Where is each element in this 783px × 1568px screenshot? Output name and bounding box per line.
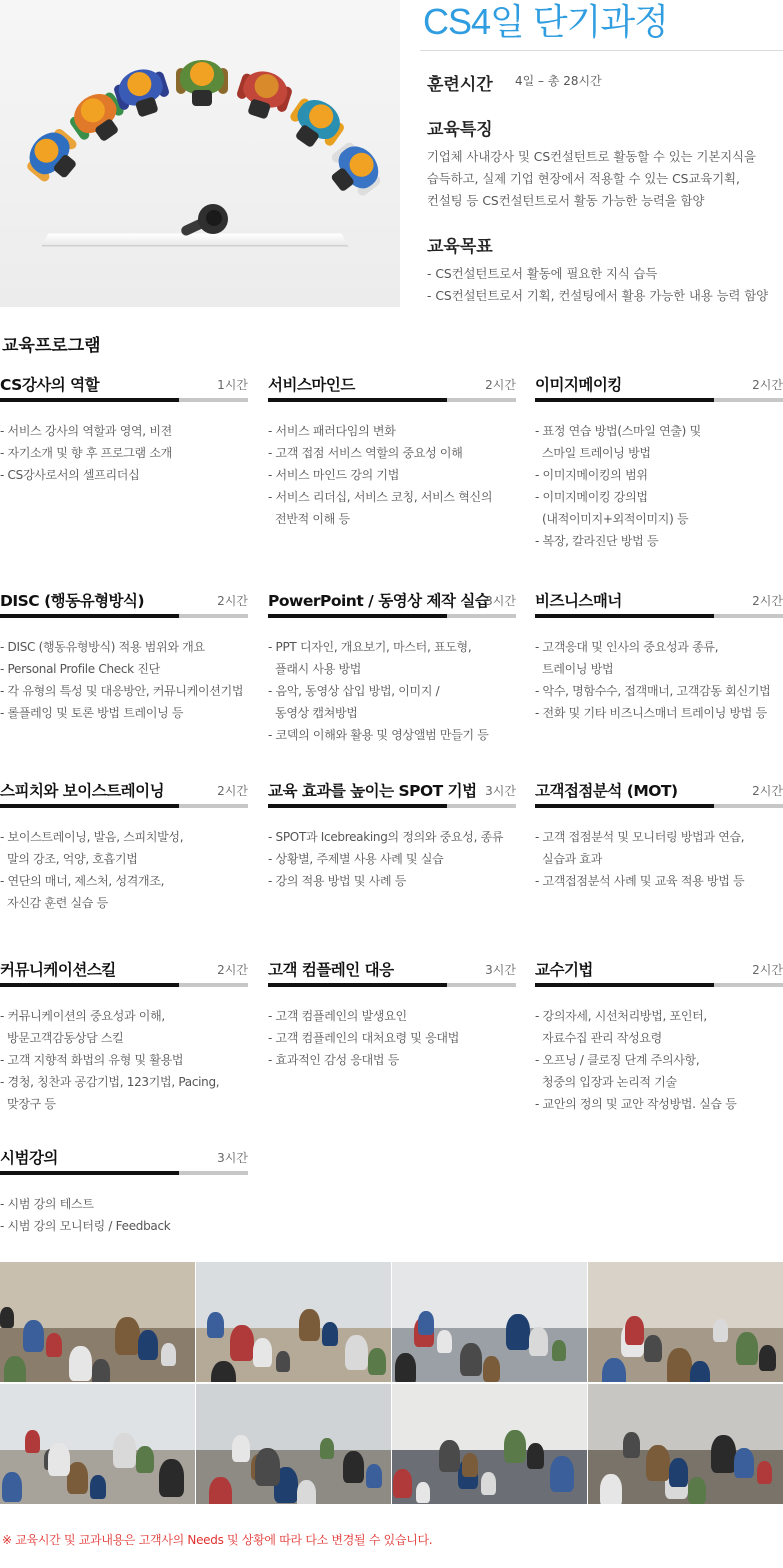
module-topic: 실습과 효과	[535, 852, 603, 866]
module-topic: - 상황별, 주제별 사용 사례 및 실습	[268, 852, 444, 866]
module-topic: - 강의 적용 방법 및 사례 등	[268, 874, 407, 888]
module-name: PowerPoint / 동영상 제작 실습	[268, 592, 490, 610]
class-photo	[588, 1384, 783, 1504]
module-topic: - 각 유형의 특성 및 대응방안, 커뮤니케이션기법	[0, 684, 244, 698]
module-divider	[268, 983, 516, 987]
module-topic: - SPOT과 Icebreaking의 정의와 중요성, 종류	[268, 830, 504, 844]
module-topic: - 고객 컴플레인의 대처요령 및 응대법	[268, 1031, 459, 1045]
module-name: 서비스마인드	[268, 376, 355, 394]
module-topic: 스마일 트레이닝 방법	[535, 446, 651, 460]
module-divider-accent	[0, 614, 179, 618]
module-name: CS강사의 역할	[0, 376, 100, 394]
module-name: 이미지메이킹	[535, 376, 622, 394]
module-header	[0, 1146, 248, 1170]
module-topic: - 전화 및 기타 비즈니스매너 트레이닝 방법 등	[535, 706, 767, 720]
module-topic: - 보이스트레이닝, 발음, 스피치발성,	[0, 830, 184, 844]
module-name: 교수기법	[535, 961, 593, 979]
module-header	[535, 958, 783, 982]
module-hours: 2시간	[752, 378, 783, 392]
module-topic-list	[0, 826, 248, 914]
module-divider	[0, 1171, 248, 1175]
module-topic: - 오프닝 / 클로징 단계 주의사항,	[535, 1053, 700, 1067]
module-topic: - 코덱의 이해와 활용 및 영상앨범 만들기 등	[268, 728, 489, 742]
program-module	[0, 1146, 248, 1237]
program-module	[535, 779, 783, 892]
title-divider	[420, 50, 783, 51]
module-topic: - DISC (행동유형방식) 적용 범위와 개요	[0, 640, 205, 654]
module-topic: 자료수집 관리 작성요령	[535, 1031, 662, 1045]
module-divider-accent	[268, 614, 447, 618]
module-topic: 자신감 훈련 실습 등	[0, 896, 108, 910]
module-header	[535, 373, 783, 397]
module-topic: - 롤플레잉 및 토론 방법 트레이닝 등	[0, 706, 184, 720]
module-name: DISC (행동유형방식)	[0, 592, 145, 610]
course-title: CS4일 단기과정	[423, 1, 668, 42]
module-topic: - CS강사로서의 셀프리더십	[0, 468, 140, 482]
module-hours: 2시간	[217, 594, 248, 608]
module-topic: - 악수, 명함수수, 접객매너, 고객감동 회신기법	[535, 684, 771, 698]
module-divider	[268, 398, 516, 402]
features-line: 기업체 사내강사 및 CS컨설턴트로 활동할 수 있는 기본지식을	[427, 150, 756, 164]
module-divider-accent	[0, 983, 179, 987]
module-topic: - 연단의 매너, 제스처, 성격개조,	[0, 874, 165, 888]
goals-label: 교육목표	[427, 237, 493, 257]
module-header	[0, 589, 248, 613]
module-topic-list	[0, 636, 248, 724]
module-divider-accent	[0, 398, 179, 402]
module-topic: - 고객접점분석 사례 및 교육 적용 방법 등	[535, 874, 745, 888]
module-topic: - 고객 지향적 화법의 유형 및 활용법	[0, 1053, 184, 1067]
program-module	[535, 373, 783, 552]
class-photo	[0, 1262, 195, 1382]
module-name: 스피치와 보이스트레이닝	[0, 782, 165, 800]
class-photo	[392, 1384, 587, 1504]
module-topic: - 고객 컴플레인의 발생요인	[268, 1009, 407, 1023]
program-module	[0, 373, 248, 486]
module-header	[535, 589, 783, 613]
module-topic: - 커뮤니케이션의 중요성과 이해,	[0, 1009, 165, 1023]
module-divider	[0, 983, 248, 987]
module-topic: - 고객 접점 서비스 역할의 중요성 이해	[268, 446, 463, 460]
module-divider-accent	[0, 1171, 179, 1175]
module-header	[535, 779, 783, 803]
module-topic: 맞장구 등	[0, 1097, 56, 1111]
hero-illustration	[0, 0, 400, 307]
class-photo	[588, 1262, 783, 1382]
module-divider-accent	[535, 614, 714, 618]
program-module	[268, 373, 516, 530]
module-topic: - 자기소개 및 향 후 프로그램 소개	[0, 446, 172, 460]
module-name: 교육 효과를 높이는 SPOT 기법	[268, 782, 477, 800]
module-hours: 3시간	[485, 594, 516, 608]
module-topic: 청중의 입장과 논리적 기술	[535, 1075, 677, 1089]
module-hours: 2시간	[752, 963, 783, 977]
module-divider	[268, 804, 516, 808]
module-name: 커뮤니케이션스킬	[0, 961, 116, 979]
module-topic: - 강의자세, 시선처리방법, 포인터,	[535, 1009, 707, 1023]
module-name: 비즈니스매너	[535, 592, 622, 610]
class-photo	[196, 1262, 391, 1382]
program-module	[0, 779, 248, 914]
module-topic: - 서비스 마인드 강의 기법	[268, 468, 400, 482]
module-header	[268, 373, 516, 397]
module-topic-list	[268, 636, 516, 746]
module-divider	[535, 398, 783, 402]
module-hours: 2시간	[217, 963, 248, 977]
program-module	[0, 589, 248, 724]
module-header	[268, 589, 516, 613]
goals-line: - CS컨설턴트로서 활동에 필요한 지식 습득	[427, 267, 658, 281]
notice-text: ※ 교육시간 및 교과내용은 고객사의 Needs 및 상황에 따라 다소 변경될 수 있습니다.	[2, 1533, 433, 1547]
module-topic: 플래시 사용 방법	[268, 662, 362, 676]
training-time-value: 4일 – 총 28시간	[515, 74, 602, 88]
module-topic: - 음악, 동영상 삽입 방법, 이미지 /	[268, 684, 440, 698]
trainee-figure	[176, 50, 228, 102]
module-hours: 1시간	[217, 378, 248, 392]
module-topic: 방문고객감동상담 스킬	[0, 1031, 124, 1045]
class-photo	[0, 1384, 195, 1504]
module-name: 고객접점분석 (MOT)	[535, 782, 678, 800]
class-photo-gallery	[0, 1262, 783, 1504]
goals-line: - CS컨설턴트로서 기획, 컨설팅에서 활용 가능한 내용 능력 함양	[427, 289, 769, 303]
program-module	[268, 589, 516, 746]
module-topic: - PPT 디자인, 개요보기, 마스터, 표도형,	[268, 640, 472, 654]
module-divider-accent	[0, 804, 179, 808]
module-divider	[535, 614, 783, 618]
module-topic: - 교안의 정의 및 교안 작성방법. 실습 등	[535, 1097, 737, 1111]
module-topic: (내적이미지+외적이미지) 등	[535, 512, 689, 526]
module-divider-accent	[535, 398, 714, 402]
module-topic: - 표정 연습 방법(스마일 연출) 및	[535, 424, 701, 438]
training-time-label: 훈련시간	[427, 75, 493, 95]
module-header	[0, 958, 248, 982]
program-module	[0, 958, 248, 1115]
module-divider	[0, 398, 248, 402]
course-overview	[0, 0, 783, 307]
features-line: 컨설팅 등 CS컨설턴트로서 활동 가능한 능력을 함양	[427, 194, 705, 208]
module-hours: 2시간	[752, 784, 783, 798]
module-topic-list	[0, 1193, 248, 1237]
module-divider-accent	[535, 983, 714, 987]
module-topic: - 시범 강의 테스트	[0, 1197, 94, 1211]
module-hours: 2시간	[485, 378, 516, 392]
module-topic: 동영상 캡쳐방법	[268, 706, 358, 720]
module-topic: 트레이닝 방법	[535, 662, 614, 676]
trainee-figure	[233, 55, 299, 121]
module-topic: - 서비스 패러다임의 변화	[268, 424, 396, 438]
features-line: 습득하고, 실제 기업 현장에서 적용할 수 있는 CS교육기획,	[427, 172, 740, 186]
class-photo	[196, 1384, 391, 1504]
module-divider	[0, 804, 248, 808]
module-header	[0, 779, 248, 803]
module-header	[0, 373, 248, 397]
module-topic: - 서비스 리더십, 서비스 코칭, 서비스 혁신의	[268, 490, 493, 504]
module-divider-accent	[268, 983, 447, 987]
module-name: 시범강의	[0, 1149, 58, 1167]
module-hours: 3시간	[485, 963, 516, 977]
module-topic: - 고객응대 및 인사의 중요성과 종류,	[535, 640, 719, 654]
module-topic: - 시범 강의 모니터링 / Feedback	[0, 1219, 171, 1233]
module-topic: - 복장, 칼라진단 방법 등	[535, 534, 659, 548]
module-divider	[535, 983, 783, 987]
program-module	[535, 958, 783, 1115]
module-hours: 3시간	[485, 784, 516, 798]
module-topic-list	[535, 826, 783, 892]
module-topic-list	[268, 420, 516, 530]
module-hours: 2시간	[217, 784, 248, 798]
module-name: 고객 컴플레인 대응	[268, 961, 394, 979]
instructor-figure	[180, 200, 240, 246]
module-topic-list	[0, 1005, 248, 1115]
module-topic-list	[0, 420, 248, 486]
program-title: 교육프로그램	[2, 336, 101, 356]
module-divider-accent	[268, 398, 447, 402]
program-module	[268, 958, 516, 1071]
module-divider-accent	[268, 804, 447, 808]
module-topic: - 이미지메이킹 강의법	[535, 490, 648, 504]
module-topic: 전반적 이해 등	[268, 512, 350, 526]
module-topic: - 효과적인 감성 응대법 등	[268, 1053, 400, 1067]
module-hours: 2시간	[752, 594, 783, 608]
module-topic-list	[268, 826, 516, 892]
module-divider	[0, 614, 248, 618]
module-topic-list	[535, 420, 783, 552]
module-divider	[535, 804, 783, 808]
module-divider-accent	[535, 804, 714, 808]
program-module	[268, 779, 516, 892]
module-topic-list	[268, 1005, 516, 1071]
features-label: 교육특징	[427, 120, 493, 140]
module-topic: - Personal Profile Check 진단	[0, 662, 160, 676]
module-topic-list	[535, 636, 783, 724]
module-topic: - 고객 접점분석 및 모니터링 방법과 연습,	[535, 830, 745, 844]
class-photo	[392, 1262, 587, 1382]
module-divider	[268, 614, 516, 618]
module-topic-list	[535, 1005, 783, 1115]
module-header	[268, 779, 516, 803]
module-topic: 말의 강조, 억양, 호흡기법	[0, 852, 138, 866]
module-topic: - 이미지메이킹의 범위	[535, 468, 648, 482]
module-hours: 3시간	[217, 1151, 248, 1165]
module-topic: - 서비스 강사의 역할과 영역, 비젼	[0, 424, 172, 438]
module-topic: - 경청, 칭찬과 공감기법, 123기법, Pacing,	[0, 1075, 220, 1089]
program-module	[535, 589, 783, 724]
module-header	[268, 958, 516, 982]
